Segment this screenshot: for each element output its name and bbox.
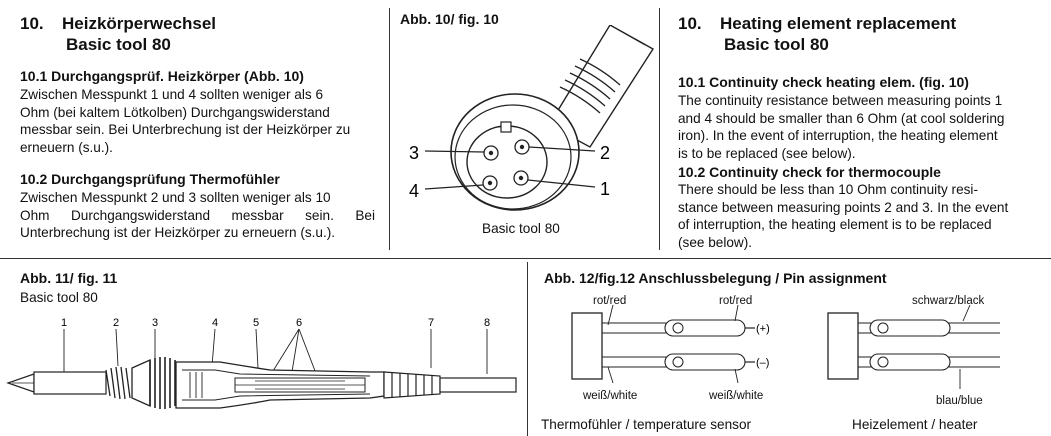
divider-horizontal [0,258,1051,259]
en-section2-line: of interruption, the heating element is to be replaced [678,217,992,232]
en-section2-body [678,181,1038,251]
divider-left [389,8,390,250]
de-heading-line2: Basic tool 80 [66,35,171,54]
fig12-plus-label: (+) [756,323,770,335]
fig12-heater-black-label: schwarz/black [912,295,985,307]
en-heading-number: 10. [678,14,702,33]
en-section2-line: (see below). [678,234,753,250]
fig10-pin-2-label: 2 [600,143,611,163]
fig11-part-3: 3 [152,317,159,329]
fig11-caption: Abb. 11/ fig. 11 [20,270,118,286]
de-section1-line: Ohm (bei kaltem Lötkolben) Durchgangswiderstand [20,104,330,120]
fig10-pin-1-label: 1 [600,179,611,199]
fig11-part-8: 8 [484,317,491,329]
fig12-heater-caption: Heizelement / heater [852,417,978,432]
de-heading-number: 10. [20,14,44,33]
en-section1-title: 10.1 Continuity check heating elem. (fig. 10) [678,74,969,90]
fig10-connector-drawing [395,25,655,220]
fig11-iron-drawing [0,312,520,436]
en-section2-line: There should be less than 10 Ohm continuity resi- [678,182,978,197]
de-section1-line: messbar sein. Bei Unterbrechung ist der Heizkörper zu [20,122,351,137]
en-section1-body [678,92,1038,162]
divider-bottom [527,262,528,436]
fig10-caption: Abb. 10/ fig. 10 [400,11,499,27]
de-section1-line: Zwischen Messpunkt 1 und 4 sollten weniger als 6 [20,87,323,102]
fig12-heater-blue-label: blau/blue [936,395,983,407]
fig12-sensor-red-label-left: rot/red [593,295,627,307]
de-section2-line: Ohm Durchgangswiderstand messbar sein. Bei [20,207,375,223]
fig11-part-6: 6 [296,317,303,329]
en-section1-line: and 4 should be smaller than 6 Ohm (at cool soldering [678,110,1005,126]
fig12-sensor-white-label-right: weiß/white [709,390,764,402]
fig11-part-4: 4 [212,317,219,329]
fig12-caption: Abb. 12/fig.12 Anschlussbelegung / Pin assignment [544,270,887,286]
fig11-part-1: 1 [61,317,68,329]
fig12-sensor-red-label-right: rot/red [719,295,753,307]
de-section2-body [20,189,375,242]
divider-right [659,8,660,250]
de-section2-line: Zwischen Messpunkt 2 und 3 sollten weniger als 10 [20,190,331,205]
en-section1-line: iron). In the event of interruption, the heating element [678,128,998,143]
de-section2-title: 10.2 Durchgangsprüfung Thermofühler [20,171,280,187]
fig10-pin-4-label: 4 [409,181,420,201]
fig12-minus-label: (–) [756,357,770,369]
en-heading [678,13,956,55]
de-section1-line: erneuern (s.u.). [20,139,113,155]
en-section1-line: The continuity resistance between measuring points 1 [678,93,1003,108]
en-section2-line: stance between measuring points 2 and 3. In the event [678,199,1009,215]
de-section2-line: Unterbrechung ist der Heizkörper zu erneuern (s.u.). [20,225,336,240]
en-section1-line: is to be replaced (see below). [678,145,856,161]
fig11-part-2: 2 [113,317,120,329]
fig10-pin-3-label: 3 [409,143,420,163]
fig12-wiring-drawing [560,305,1051,400]
en-heading-line1: Heating element replacement [720,14,957,33]
fig12-sensor-white-label-left: weiß/white [583,390,638,402]
fig10-label: Basic tool 80 [482,221,560,236]
fig11-part-7: 7 [428,317,435,329]
fig11-label: Basic tool 80 [20,290,98,305]
en-heading-line2: Basic tool 80 [724,35,829,54]
de-section1-body [20,86,380,156]
de-heading [20,13,216,55]
de-section1-title: 10.1 Durchgangsprüf. Heizkörper (Abb. 10) [20,68,304,84]
de-heading-line1: Heizkörperwechsel [62,14,217,33]
fig11-part-5: 5 [253,317,260,329]
en-section2-title: 10.2 Continuity check for thermocouple [678,164,941,180]
fig12-sensor-caption: Thermofühler / temperature sensor [541,417,752,432]
